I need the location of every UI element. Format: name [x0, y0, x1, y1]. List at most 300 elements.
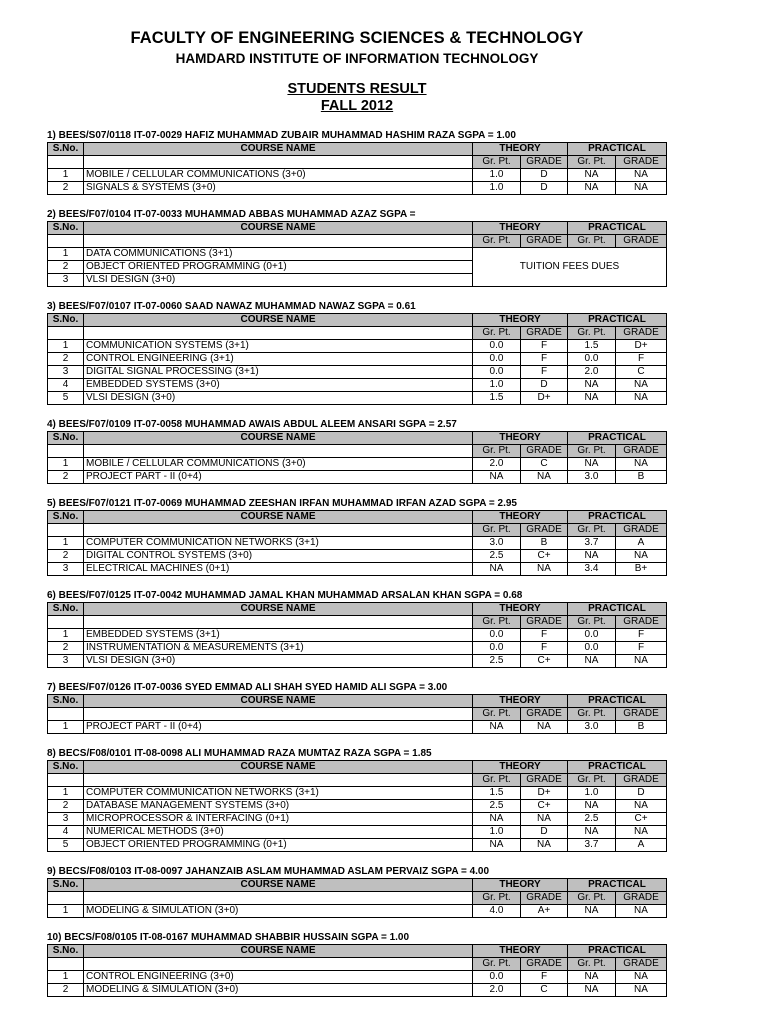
table-header-row	[48, 603, 667, 616]
practical-header: PRACTICAL	[568, 945, 667, 958]
result-table	[47, 878, 667, 918]
practical-grade-point: NA	[568, 655, 616, 668]
practical-grade: NA	[616, 984, 667, 997]
practical-grade: NA	[616, 458, 667, 471]
theory-grade-header: GRADE	[521, 235, 568, 248]
table-row	[48, 537, 667, 550]
theory-grade-point: 0.0	[473, 642, 521, 655]
theory-grade: NA	[521, 839, 568, 852]
practical-grade-point: NA	[568, 905, 616, 918]
serial-number: 1	[48, 629, 84, 642]
table-header-row	[48, 761, 667, 774]
blank-cell	[84, 958, 473, 971]
course-name: EMBEDDED SYSTEMS (3+0)	[84, 379, 473, 392]
course-name: COMMUNICATION SYSTEMS (3+1)	[84, 340, 473, 353]
theory-grade: F	[521, 642, 568, 655]
practical-grade: NA	[616, 826, 667, 839]
sno-header: S.No.	[48, 314, 84, 327]
practical-grade-header: GRADE	[616, 708, 667, 721]
theory-grade-point: 2.0	[473, 984, 521, 997]
table-row	[48, 721, 667, 734]
course-name: MICROPROCESSOR & INTERFACING (0+1)	[84, 813, 473, 826]
student-heading: 1) BEES/S07/0118 IT-07-0029 HAFIZ MUHAMMAD ZUBAIR MUHAMMAD HASHIM RAZA SGPA = 1.00	[47, 130, 516, 141]
theory-header: THEORY	[473, 222, 568, 235]
practical-grade-point: NA	[568, 800, 616, 813]
blank-cell	[84, 892, 473, 905]
blank-cell	[48, 524, 84, 537]
blank-cell	[48, 708, 84, 721]
table-row	[48, 629, 667, 642]
result-table	[47, 431, 667, 484]
theory-header: THEORY	[473, 432, 568, 445]
theory-header: THEORY	[473, 945, 568, 958]
practical-grade-point-header: Gr. Pt.	[568, 708, 616, 721]
theory-header: THEORY	[473, 603, 568, 616]
course-name-header: COURSE NAME	[84, 314, 473, 327]
practical-grade: NA	[616, 655, 667, 668]
practical-grade-point: 3.7	[568, 537, 616, 550]
practical-grade-header: GRADE	[616, 235, 667, 248]
table-row	[48, 340, 667, 353]
practical-grade-point-header: Gr. Pt.	[568, 156, 616, 169]
course-name: INSTRUMENTATION & MEASUREMENTS (3+1)	[84, 642, 473, 655]
practical-grade: NA	[616, 392, 667, 405]
theory-grade-point-header: Gr. Pt.	[473, 524, 521, 537]
table-subheader-row	[48, 774, 667, 787]
student-heading: 6) BEES/F07/0125 IT-07-0042 MUHAMMAD JAMAL KHAN MUHAMMAD ARSALAN KHAN SGPA = 0.68	[47, 590, 523, 601]
theory-header: THEORY	[473, 695, 568, 708]
student-record	[47, 129, 666, 195]
practical-grade-point-header: Gr. Pt.	[568, 958, 616, 971]
theory-grade: C	[521, 458, 568, 471]
theory-grade: D	[521, 182, 568, 195]
practical-grade: NA	[616, 379, 667, 392]
course-name-header: COURSE NAME	[84, 761, 473, 774]
blank-cell	[48, 774, 84, 787]
practical-grade-point-header: Gr. Pt.	[568, 524, 616, 537]
practical-grade: D	[616, 787, 667, 800]
student-record	[47, 747, 666, 852]
course-name-header: COURSE NAME	[84, 603, 473, 616]
practical-grade-point-header: Gr. Pt.	[568, 616, 616, 629]
table-row	[48, 826, 667, 839]
student-heading: 9) BECS/F08/0103 IT-08-0097 JAHANZAIB ASLAM MUHAMMAD ASLAM PERVAIZ SGPA = 4.00	[47, 866, 490, 877]
course-name: ELECTRICAL MACHINES (0+1)	[84, 563, 473, 576]
practical-grade: NA	[616, 169, 667, 182]
practical-grade: NA	[616, 905, 667, 918]
student-record	[47, 418, 666, 484]
practical-header: PRACTICAL	[568, 511, 667, 524]
result-table	[47, 313, 667, 405]
serial-number: 1	[48, 905, 84, 918]
term-title: FALL 2012	[320, 98, 394, 114]
table-subheader-row	[48, 156, 667, 169]
serial-number: 2	[48, 800, 84, 813]
table-row	[48, 379, 667, 392]
course-name-header: COURSE NAME	[84, 432, 473, 445]
theory-grade-header: GRADE	[521, 327, 568, 340]
theory-grade-point-header: Gr. Pt.	[473, 892, 521, 905]
practical-grade-point: NA	[568, 182, 616, 195]
table-header-row	[48, 511, 667, 524]
course-name-header: COURSE NAME	[84, 222, 473, 235]
practical-grade-point-header: Gr. Pt.	[568, 774, 616, 787]
theory-grade-point: 1.5	[473, 787, 521, 800]
serial-number: 2	[48, 984, 84, 997]
table-row	[48, 366, 667, 379]
theory-grade-point-header: Gr. Pt.	[473, 616, 521, 629]
practical-grade-point: NA	[568, 984, 616, 997]
blank-cell	[84, 445, 473, 458]
course-name: DIGITAL CONTROL SYSTEMS (3+0)	[84, 550, 473, 563]
course-name: OBJECT ORIENTED PROGRAMMING (0+1)	[84, 839, 473, 852]
theory-grade: NA	[521, 471, 568, 484]
theory-header: THEORY	[473, 314, 568, 327]
practical-grade-point-header: Gr. Pt.	[568, 327, 616, 340]
result-table	[47, 694, 667, 734]
course-name: VLSI DESIGN (3+0)	[84, 392, 473, 405]
theory-header: THEORY	[473, 761, 568, 774]
theory-grade-point: NA	[473, 721, 521, 734]
theory-grade: C+	[521, 550, 568, 563]
student-record	[47, 497, 666, 576]
serial-number: 2	[48, 471, 84, 484]
practical-grade-point: 0.0	[568, 642, 616, 655]
theory-grade: F	[521, 340, 568, 353]
table-row	[48, 563, 667, 576]
theory-grade-point: 1.0	[473, 182, 521, 195]
practical-grade: A	[616, 537, 667, 550]
table-row	[48, 169, 667, 182]
result-table	[47, 944, 667, 997]
sno-header: S.No.	[48, 222, 84, 235]
student-heading: 3) BEES/F07/0107 IT-07-0060 SAAD NAWAZ MUHAMMAD NAWAZ SGPA = 0.61	[47, 301, 416, 312]
blank-cell	[48, 958, 84, 971]
theory-header: THEORY	[473, 143, 568, 156]
serial-number: 4	[48, 826, 84, 839]
practical-grade: F	[616, 642, 667, 655]
serial-number: 2	[48, 182, 84, 195]
serial-number: 2	[48, 550, 84, 563]
serial-number: 1	[48, 340, 84, 353]
serial-number: 1	[48, 721, 84, 734]
theory-grade-header: GRADE	[521, 892, 568, 905]
practical-grade-point: 0.0	[568, 629, 616, 642]
course-name: MOBILE / CELLULAR COMMUNICATIONS (3+0)	[84, 169, 473, 182]
theory-header: THEORY	[473, 879, 568, 892]
serial-number: 1	[48, 458, 84, 471]
course-name-header: COURSE NAME	[84, 511, 473, 524]
blank-cell	[48, 892, 84, 905]
serial-number: 3	[48, 655, 84, 668]
table-subheader-row	[48, 958, 667, 971]
practical-grade-point: NA	[568, 550, 616, 563]
theory-grade-point-header: Gr. Pt.	[473, 445, 521, 458]
course-name-header: COURSE NAME	[84, 695, 473, 708]
table-row	[48, 800, 667, 813]
course-name: VLSI DESIGN (3+0)	[84, 274, 473, 287]
blank-cell	[48, 616, 84, 629]
course-name: VLSI DESIGN (3+0)	[84, 655, 473, 668]
practical-header: PRACTICAL	[568, 143, 667, 156]
table-header-row	[48, 879, 667, 892]
theory-grade: F	[521, 629, 568, 642]
sno-header: S.No.	[48, 945, 84, 958]
theory-grade-point: 1.5	[473, 392, 521, 405]
theory-grade-point: 0.0	[473, 353, 521, 366]
table-header-row	[48, 432, 667, 445]
theory-grade-point-header: Gr. Pt.	[473, 156, 521, 169]
theory-grade-point-header: Gr. Pt.	[473, 327, 521, 340]
sno-header: S.No.	[48, 761, 84, 774]
institute-title: HAMDARD INSTITUTE OF INFORMATION TECHNOLOGY	[175, 51, 539, 66]
theory-grade: C+	[521, 800, 568, 813]
theory-grade-point: 4.0	[473, 905, 521, 918]
theory-grade-point: 2.5	[473, 550, 521, 563]
practical-grade: A	[616, 839, 667, 852]
serial-number: 1	[48, 787, 84, 800]
result-note: TUITION FEES DUES	[473, 248, 667, 287]
table-row	[48, 984, 667, 997]
student-heading: 4) BEES/F07/0109 IT-07-0058 MUHAMMAD AWAIS ABDUL ALEEM ANSARI SGPA = 2.57	[47, 419, 457, 430]
course-name: NUMERICAL METHODS (3+0)	[84, 826, 473, 839]
theory-grade-point: NA	[473, 839, 521, 852]
theory-grade-point: NA	[473, 563, 521, 576]
table-row	[48, 642, 667, 655]
practical-grade-header: GRADE	[616, 445, 667, 458]
blank-cell	[84, 235, 473, 248]
practical-header: PRACTICAL	[568, 879, 667, 892]
theory-grade: NA	[521, 813, 568, 826]
course-name-header: COURSE NAME	[84, 879, 473, 892]
practical-grade-point: 1.5	[568, 340, 616, 353]
theory-grade-point-header: Gr. Pt.	[473, 774, 521, 787]
blank-cell	[84, 708, 473, 721]
theory-grade: F	[521, 971, 568, 984]
practical-grade-point-header: Gr. Pt.	[568, 235, 616, 248]
theory-grade-point-header: Gr. Pt.	[473, 958, 521, 971]
course-name: COMPUTER COMMUNICATION NETWORKS (3+1)	[84, 787, 473, 800]
practical-grade-point: NA	[568, 826, 616, 839]
theory-grade-header: GRADE	[521, 958, 568, 971]
table-header-row	[48, 143, 667, 156]
practical-header: PRACTICAL	[568, 603, 667, 616]
practical-grade-point: 2.0	[568, 366, 616, 379]
theory-grade-point: 1.0	[473, 169, 521, 182]
theory-grade-header: GRADE	[521, 156, 568, 169]
theory-grade: A+	[521, 905, 568, 918]
practical-grade: NA	[616, 971, 667, 984]
practical-grade-header: GRADE	[616, 524, 667, 537]
practical-grade: NA	[616, 800, 667, 813]
theory-grade-point: 2.5	[473, 800, 521, 813]
course-name: EMBEDDED SYSTEMS (3+1)	[84, 629, 473, 642]
student-record	[47, 589, 666, 668]
practical-grade: NA	[616, 550, 667, 563]
practical-grade-point: 3.7	[568, 839, 616, 852]
practical-grade-point: 3.4	[568, 563, 616, 576]
course-name: CONTROL ENGINEERING (3+1)	[84, 353, 473, 366]
student-heading: 5) BEES/F07/0121 IT-07-0069 MUHAMMAD ZEESHAN IRFAN MUHAMMAD IRFAN AZAD SGPA = 2.95	[47, 498, 517, 509]
theory-grade-point-header: Gr. Pt.	[473, 708, 521, 721]
practical-grade-point: NA	[568, 392, 616, 405]
theory-grade: D	[521, 169, 568, 182]
theory-grade-point: 0.0	[473, 366, 521, 379]
practical-grade: NA	[616, 182, 667, 195]
practical-grade-point: NA	[568, 379, 616, 392]
practical-header: PRACTICAL	[568, 432, 667, 445]
sno-header: S.No.	[48, 432, 84, 445]
serial-number: 5	[48, 839, 84, 852]
theory-grade: NA	[521, 563, 568, 576]
course-name: PROJECT PART - II (0+4)	[84, 721, 473, 734]
blank-cell	[84, 524, 473, 537]
practical-grade-point: 0.0	[568, 353, 616, 366]
theory-grade-point-header: Gr. Pt.	[473, 235, 521, 248]
student-heading: 10) BECS/F08/0105 IT-08-0167 MUHAMMAD SHABBIR HUSSAIN SGPA = 1.00	[47, 932, 410, 943]
student-record	[47, 681, 666, 734]
theory-grade-point: 2.5	[473, 655, 521, 668]
serial-number: 3	[48, 563, 84, 576]
serial-number: 1	[48, 537, 84, 550]
table-row	[48, 392, 667, 405]
blank-cell	[48, 445, 84, 458]
practical-grade: B	[616, 721, 667, 734]
table-header-row	[48, 314, 667, 327]
theory-grade-point: NA	[473, 813, 521, 826]
theory-grade: D	[521, 379, 568, 392]
theory-header: THEORY	[473, 511, 568, 524]
course-name: OBJECT ORIENTED PROGRAMMING (0+1)	[84, 261, 473, 274]
course-name: MODELING & SIMULATION (3+0)	[84, 905, 473, 918]
theory-grade: C	[521, 984, 568, 997]
table-header-row	[48, 695, 667, 708]
practical-grade-point: 2.5	[568, 813, 616, 826]
serial-number: 3	[48, 813, 84, 826]
course-name: SIGNALS & SYSTEMS (3+0)	[84, 182, 473, 195]
theory-grade-point: 1.0	[473, 379, 521, 392]
theory-grade-point: 2.0	[473, 458, 521, 471]
student-record	[47, 300, 666, 405]
theory-grade: F	[521, 366, 568, 379]
practical-header: PRACTICAL	[568, 222, 667, 235]
serial-number: 1	[48, 971, 84, 984]
practical-grade: F	[616, 353, 667, 366]
table-subheader-row	[48, 524, 667, 537]
theory-grade: D+	[521, 787, 568, 800]
theory-grade-header: GRADE	[521, 774, 568, 787]
practical-grade: B+	[616, 563, 667, 576]
table-row	[48, 353, 667, 366]
theory-grade-point: 1.0	[473, 826, 521, 839]
student-record	[47, 865, 666, 918]
practical-grade: C	[616, 366, 667, 379]
theory-grade-point: 3.0	[473, 537, 521, 550]
table-subheader-row	[48, 235, 667, 248]
blank-cell	[84, 774, 473, 787]
result-table	[47, 602, 667, 668]
course-name: MOBILE / CELLULAR COMMUNICATIONS (3+0)	[84, 458, 473, 471]
table-row	[48, 471, 667, 484]
practical-grade-point: 1.0	[568, 787, 616, 800]
serial-number: 1	[48, 169, 84, 182]
student-heading: 2) BEES/F07/0104 IT-07-0033 MUHAMMAD ABBAS MUHAMMAD AZAZ SGPA =	[47, 209, 416, 220]
table-header-row	[48, 222, 667, 235]
theory-grade: D+	[521, 392, 568, 405]
table-row	[48, 787, 667, 800]
practical-grade-header: GRADE	[616, 156, 667, 169]
sno-header: S.No.	[48, 695, 84, 708]
theory-grade-header: GRADE	[521, 524, 568, 537]
serial-number: 4	[48, 379, 84, 392]
theory-grade-header: GRADE	[521, 445, 568, 458]
document-title: STUDENTS RESULT	[287, 81, 427, 97]
practical-grade-header: GRADE	[616, 327, 667, 340]
result-table	[47, 510, 667, 576]
blank-cell	[48, 327, 84, 340]
course-name-header: COURSE NAME	[84, 143, 473, 156]
blank-cell	[48, 235, 84, 248]
theory-grade-point: NA	[473, 471, 521, 484]
student-heading: 7) BEES/F07/0126 IT-07-0036 SYED EMMAD ALI SHAH SYED HAMID ALI SGPA = 3.00	[47, 682, 448, 693]
table-header-row	[48, 945, 667, 958]
theory-grade: C+	[521, 655, 568, 668]
serial-number: 2	[48, 642, 84, 655]
table-row	[48, 458, 667, 471]
practical-grade: F	[616, 629, 667, 642]
table-row	[48, 655, 667, 668]
theory-grade-header: GRADE	[521, 616, 568, 629]
course-name: MODELING & SIMULATION (3+0)	[84, 984, 473, 997]
table-row	[48, 813, 667, 826]
serial-number: 5	[48, 392, 84, 405]
theory-grade-point: 0.0	[473, 971, 521, 984]
practical-grade-point: NA	[568, 169, 616, 182]
practical-grade-point: NA	[568, 458, 616, 471]
sno-header: S.No.	[48, 879, 84, 892]
table-subheader-row	[48, 327, 667, 340]
student-record	[47, 931, 666, 997]
theory-grade-point: 0.0	[473, 629, 521, 642]
practical-grade-header: GRADE	[616, 774, 667, 787]
table-row	[48, 182, 667, 195]
sno-header: S.No.	[48, 511, 84, 524]
practical-grade: C+	[616, 813, 667, 826]
practical-grade: B	[616, 471, 667, 484]
result-table	[47, 760, 667, 852]
course-name: CONTROL ENGINEERING (3+0)	[84, 971, 473, 984]
blank-cell	[84, 156, 473, 169]
theory-grade: B	[521, 537, 568, 550]
blank-cell	[84, 327, 473, 340]
practical-grade-point-header: Gr. Pt.	[568, 892, 616, 905]
table-row	[48, 550, 667, 563]
course-name: DATABASE MANAGEMENT SYSTEMS (3+0)	[84, 800, 473, 813]
practical-grade: D+	[616, 340, 667, 353]
sno-header: S.No.	[48, 143, 84, 156]
practical-header: PRACTICAL	[568, 314, 667, 327]
table-subheader-row	[48, 892, 667, 905]
sno-header: S.No.	[48, 603, 84, 616]
practical-grade-point: 3.0	[568, 721, 616, 734]
theory-grade: D	[521, 826, 568, 839]
table-row	[48, 248, 667, 261]
faculty-title: FACULTY OF ENGINEERING SCIENCES & TECHNOLOGY	[130, 29, 584, 47]
serial-number: 3	[48, 274, 84, 287]
course-name: PROJECT PART - II (0+4)	[84, 471, 473, 484]
serial-number: 2	[48, 353, 84, 366]
table-row	[48, 839, 667, 852]
